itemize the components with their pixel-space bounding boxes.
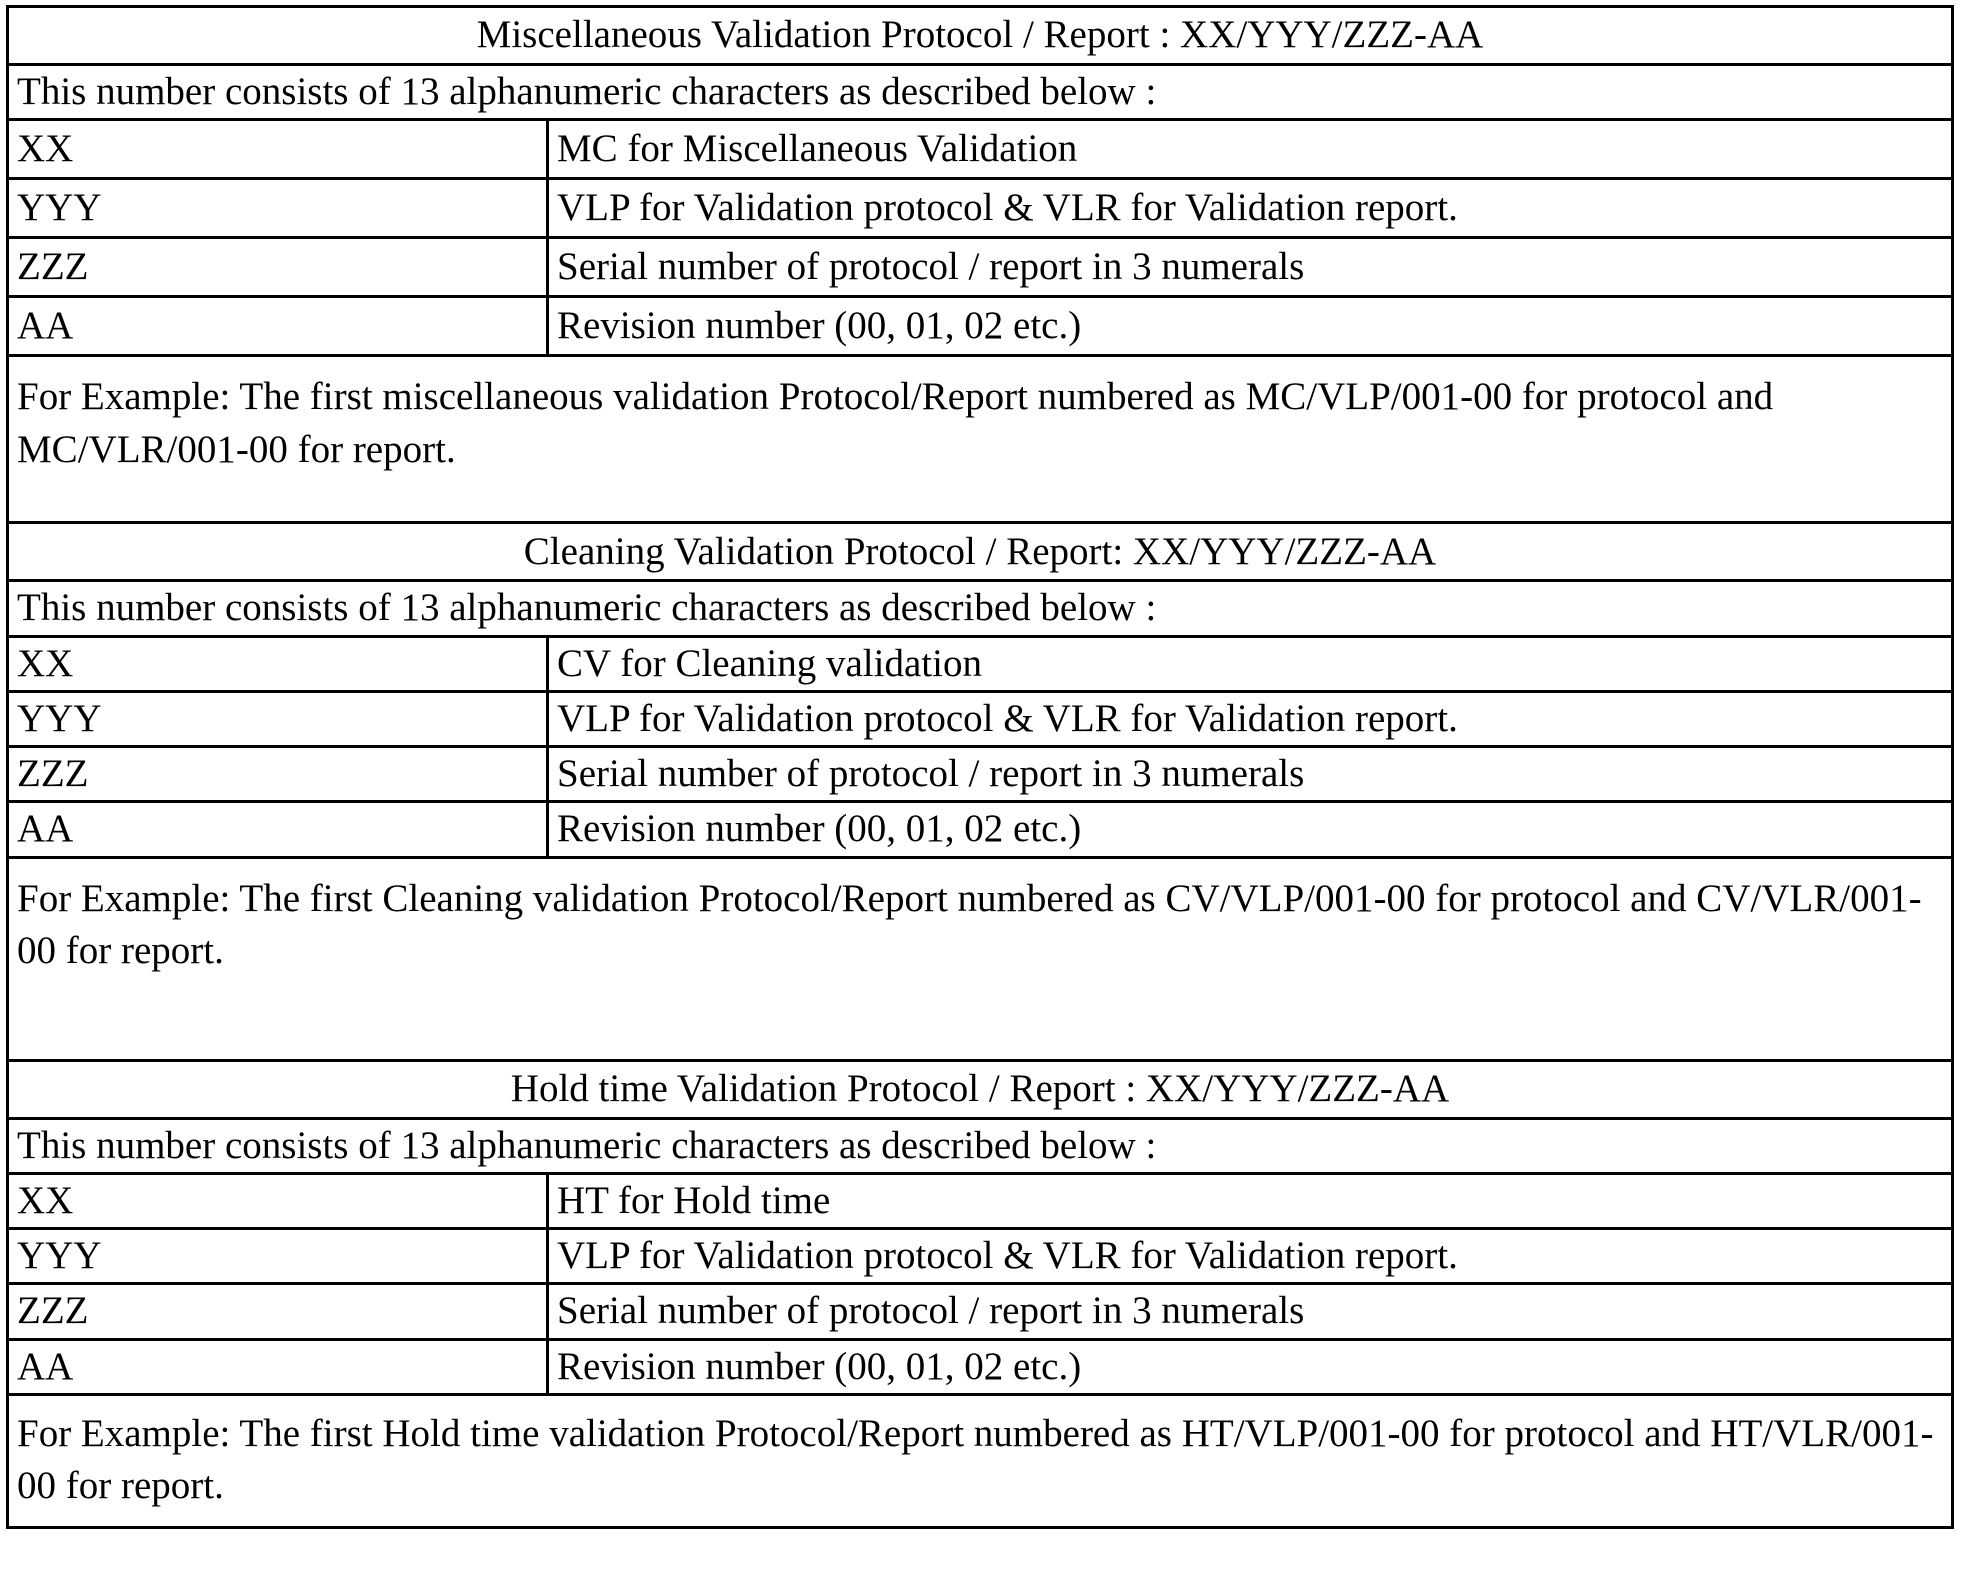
- table-row: [8, 802, 1953, 857]
- value-cell: Serial number of protocol / report in 3 numerals: [548, 238, 1953, 297]
- value-cell: VLP for Validation protocol & VLR for Validation report.: [548, 1229, 1953, 1284]
- value-cell: Revision number (00, 01, 02 etc.): [548, 297, 1953, 356]
- key-cell: YYY: [8, 1229, 548, 1284]
- key-cell: ZZZ: [8, 1284, 548, 1339]
- table-row: [8, 636, 1953, 691]
- key-cell: XX: [8, 1173, 548, 1228]
- table-row: [8, 1173, 1953, 1228]
- table-row: [8, 1229, 1953, 1284]
- section-intro-cleaning: This number consists of 13 alphanumeric characters as described below :: [8, 581, 1953, 636]
- section-title-hold-time: Hold time Validation Protocol / Report : XX/YYY/ZZZ-AA: [8, 1060, 1953, 1118]
- value-cell: Revision number (00, 01, 02 etc.): [548, 1339, 1953, 1394]
- key-cell: ZZZ: [8, 747, 548, 802]
- value-cell: MC for Miscellaneous Validation: [548, 120, 1953, 179]
- section-intro-miscellaneous: This number consists of 13 alphanumeric characters as described below :: [8, 65, 1953, 120]
- value-cell: Revision number (00, 01, 02 etc.): [548, 802, 1953, 857]
- value-cell: HT for Hold time: [548, 1173, 1953, 1228]
- validation-numbering-table: [6, 5, 1954, 1529]
- section-title-row-cleaning: [8, 523, 1953, 581]
- section-example-row-hold-time: [8, 1394, 1953, 1527]
- table-row: [8, 747, 1953, 802]
- section-title-cleaning: Cleaning Validation Protocol / Report: XX/YYY/ZZZ-AA: [8, 523, 1953, 581]
- section-intro-row-hold-time: [8, 1118, 1953, 1173]
- key-cell: AA: [8, 1339, 548, 1394]
- key-cell: YYY: [8, 179, 548, 238]
- section-example-hold-time: For Example: The first Hold time validation Protocol/Report numbered as HT/VLP/001-00 for protocol and HT/VLR/001-00 for report.: [8, 1394, 1953, 1527]
- section-intro-row-cleaning: [8, 581, 1953, 636]
- section-intro-hold-time: This number consists of 13 alphanumeric characters as described below :: [8, 1118, 1953, 1173]
- section-title-row-hold-time: [8, 1060, 1953, 1118]
- key-cell: YYY: [8, 691, 548, 746]
- table-row: [8, 238, 1953, 297]
- section-title-miscellaneous: Miscellaneous Validation Protocol / Report : XX/YYY/ZZZ-AA: [8, 7, 1953, 65]
- section-example-row-cleaning: [8, 857, 1953, 1060]
- table-row: [8, 120, 1953, 179]
- value-cell: VLP for Validation protocol & VLR for Validation report.: [548, 691, 1953, 746]
- section-example-row-miscellaneous: [8, 356, 1953, 523]
- key-cell: ZZZ: [8, 238, 548, 297]
- table-row: [8, 297, 1953, 356]
- document-page: [0, 5, 1962, 1591]
- value-cell: Serial number of protocol / report in 3 numerals: [548, 747, 1953, 802]
- table-row: [8, 1339, 1953, 1394]
- key-cell: XX: [8, 636, 548, 691]
- table-row: [8, 1284, 1953, 1339]
- key-cell: AA: [8, 297, 548, 356]
- section-example-miscellaneous: For Example: The first miscellaneous validation Protocol/Report numbered as MC/VLP/001-00 for protocol and MC/VLR/001-00 for report.: [8, 356, 1953, 523]
- section-intro-row-miscellaneous: [8, 65, 1953, 120]
- section-example-cleaning: For Example: The first Cleaning validation Protocol/Report numbered as CV/VLP/001-00 for protocol and CV/VLR/001-00 for report.: [8, 857, 1953, 1060]
- section-title-row-miscellaneous: [8, 7, 1953, 65]
- value-cell: VLP for Validation protocol & VLR for Validation report.: [548, 179, 1953, 238]
- key-cell: XX: [8, 120, 548, 179]
- key-cell: AA: [8, 802, 548, 857]
- table-row: [8, 691, 1953, 746]
- value-cell: Serial number of protocol / report in 3 numerals: [548, 1284, 1953, 1339]
- table-row: [8, 179, 1953, 238]
- value-cell: CV for Cleaning validation: [548, 636, 1953, 691]
